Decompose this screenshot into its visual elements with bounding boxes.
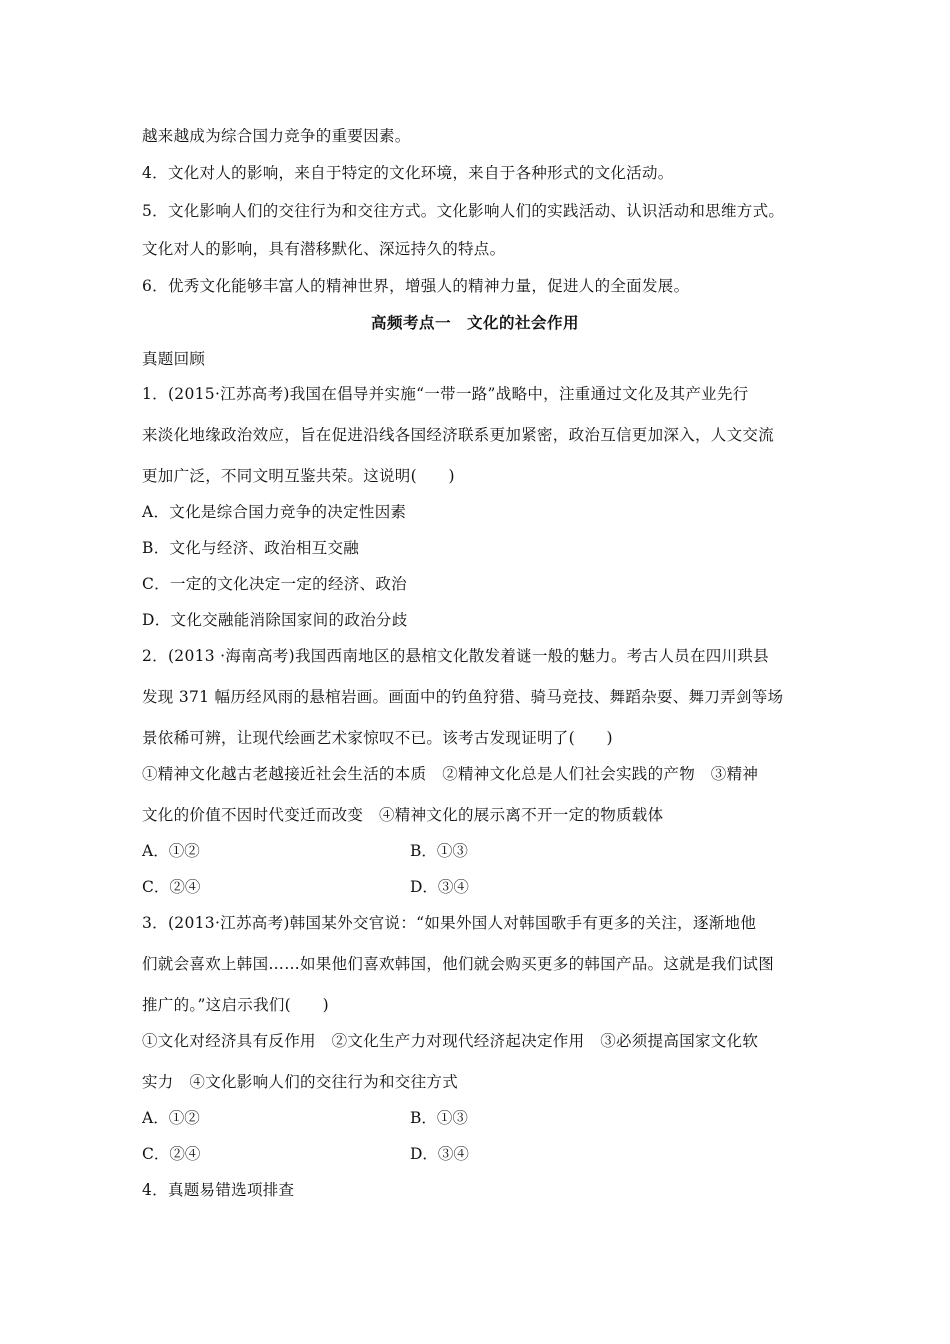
question-1-option-c: C．一定的文化决定一定的经济、政治 bbox=[142, 575, 407, 593]
question-3-statements-2: 实力 ④文化影响人们的交往行为和交往方式 bbox=[142, 1073, 459, 1091]
summary-line-1: 越来越成为综合国力竞争的重要因素。 bbox=[142, 127, 411, 145]
question-1-option-d: D．文化交融能消除国家间的政治分歧 bbox=[142, 611, 408, 629]
question-2-option-a: A．①② bbox=[142, 842, 200, 860]
question-2-line-2: 发现 371 幅历经风雨的悬棺岩画。画面中的钓鱼狩猎、骑马竞技、舞蹈杂耍、舞刀弄剑等场 bbox=[142, 688, 784, 706]
question-2-line-1: 2．(2013 ·海南高考)我国西南地区的悬棺文化散发着谜一般的魅力。考古人员在四川珙县 bbox=[142, 647, 769, 665]
question-2-line-3: 景依稀可辨，让现代绘画艺术家惊叹不已。该考古发现证明了( ) bbox=[142, 729, 613, 747]
summary-point-4: 4．文化对人的影响，来自于特定的文化环境，来自于各种形式的文化活动。 bbox=[142, 164, 674, 182]
summary-line-4: 文化对人的影响，具有潜移默化、深远持久的特点。 bbox=[142, 240, 506, 258]
question-4-line-1: 4．真题易错选项排查 bbox=[142, 1181, 295, 1199]
question-2-option-d: D．③④ bbox=[410, 878, 469, 896]
question-3-option-c: C．②④ bbox=[142, 1145, 201, 1163]
section-subtitle: 真题回顾 bbox=[142, 350, 206, 368]
question-2-statements-1: ①精神文化越古老越接近社会生活的本质 ②精神文化总是人们社会实践的产物 ③精神 bbox=[142, 765, 759, 783]
question-1-line-3: 更加广泛，不同文明互鉴共荣。这说明( ) bbox=[142, 467, 455, 485]
question-1-option-a: A．文化是综合国力竞争的决定性因素 bbox=[142, 503, 407, 521]
question-1-option-b: B．文化与经济、政治相互交融 bbox=[142, 539, 360, 557]
summary-point-6: 6．优秀文化能够丰富人的精神世界，增强人的精神力量，促进人的全面发展。 bbox=[142, 277, 690, 295]
question-3-line-3: 推广的。”这启示我们( ) bbox=[142, 996, 329, 1014]
summary-point-5: 5．文化影响人们的交往行为和交往方式。文化影响人们的实践活动、认识活动和思维方式。 bbox=[142, 202, 785, 220]
question-3-option-d: D．③④ bbox=[410, 1145, 469, 1163]
question-2-option-c: C．②④ bbox=[142, 878, 201, 896]
question-1-line-2: 来淡化地缘政治效应，旨在促进沿线各国经济联系更加紧密，政治互信更加深入，人文交流 bbox=[142, 426, 775, 444]
question-3-line-2: 们就会喜欢上韩国……如果他们喜欢韩国，他们就会购买更多的韩国产品。这就是我们试图 bbox=[142, 955, 775, 973]
question-2-option-b: B．①③ bbox=[410, 842, 468, 860]
question-3-line-1: 3．(2013·江苏高考)韩国某外交官说：“如果外国人对韩国歌手有更多的关注，逐渐地他 bbox=[142, 914, 757, 932]
question-3-option-b: B．①③ bbox=[410, 1109, 468, 1127]
section-title: 高频考点一 文化的社会作用 bbox=[370, 313, 579, 332]
question-3-statements-1: ①文化对经济具有反作用 ②文化生产力对现代经济起决定作用 ③必须提高国家文化软 bbox=[142, 1032, 759, 1050]
question-1-line-1: 1．(2015·江苏高考)我国在倡导并实施“一带一路”战略中，注重通过文化及其产业先行 bbox=[142, 385, 749, 403]
question-3-option-a: A．①② bbox=[142, 1109, 200, 1127]
question-2-statements-2: 文化的价值不因时代变迁而改变 ④精神文化的展示离不开一定的物质载体 bbox=[142, 806, 664, 824]
